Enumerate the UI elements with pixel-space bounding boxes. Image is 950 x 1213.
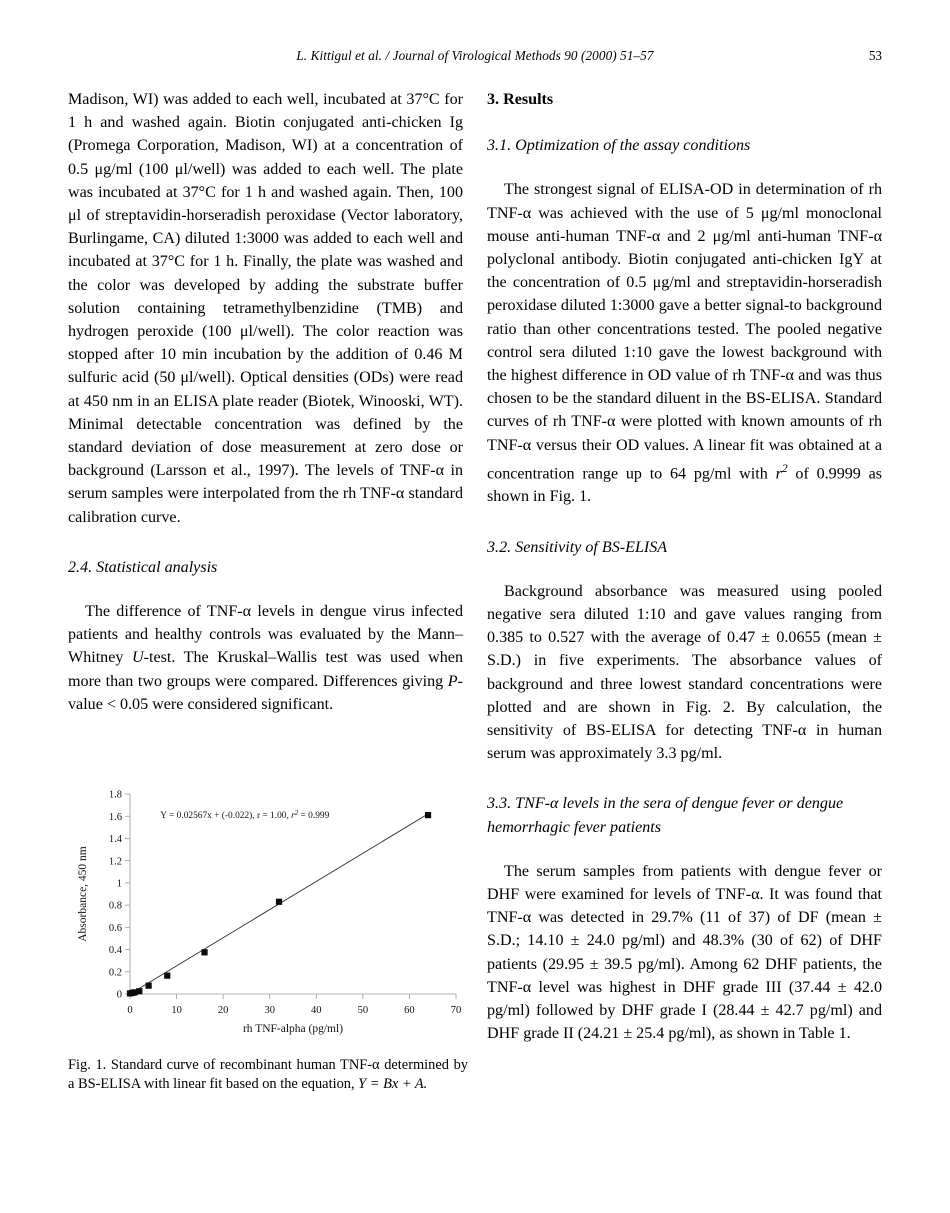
heading-statistical-analysis: 2.4. Statistical analysis [68,558,218,576]
figure-1-chart [68,780,468,1042]
figure-1-caption [68,1042,468,1095]
heading-sensitivity: 3.2. Sensitivity of BS-ELISA [487,538,668,556]
left-column [68,88,463,716]
stat-text-a: The difference of TNF-α levels in dengue virus infected patients and healthy controls was evaluated by the Mann–Whitney [68,603,463,667]
y-tick-label: 1.8 [108,789,122,801]
caption-text: Fig. 1. Standard curve of recombinant human TNF-α determined by a BS-ELISA with linear fit based on the equation, [68,1057,468,1093]
y-tick-label: 0 [116,989,122,1001]
stat-text-b: -test. The Kruskal–Wallis test was used when more than two groups were compared. Differences giving [68,649,463,690]
data-point [425,812,431,818]
running-head [68,48,882,66]
spacer [487,111,882,134]
y-tick-label: 0.8 [108,900,122,912]
figure-1 [68,780,468,1095]
spacer [487,839,882,860]
heading-tnf-levels: 3.3. TNF-α levels in the sera of dengue fever or dengue hemorrhagic fever patients [487,795,844,836]
stat-text-c: -value < 0.05 were considered significant. [68,672,463,713]
y-tick-label: 0.2 [108,967,122,979]
optimization-text-b: of 0.9999 as shown in Fig. 1. [487,465,883,506]
paragraph-sensitivity: Background absorbance was measured using pooled negative sera diluted 1:10 and gave values ranging from 0.385 to 0.527 with the average of 0.47 ± 0.0655 (mean ± S.D.) in five experiments. The absorbance values of background and three lowest standard concentrations were plotted and are shown in Fig. 2. By calculation, the sensitivity of BS-ELISA for detecting TNF-α in human serum was approximately 3.3 pg/ml. [487,582,882,763]
journal-reference: L. Kittigul et al. / Journal of Virological Methods 90 (2000) 51–57 [296,48,654,63]
spacer [68,529,463,556]
regression-annotation: Y = 0.02567x + (-0.022), r = 1.00, $r^2 = 0.999$ [160,809,330,821]
paragraph-optimization [487,178,882,508]
y-tick-label: 1 [116,878,122,890]
p-value-italic: P [447,672,458,690]
right-column [487,88,882,1045]
x-tick-label: 0 [127,1005,133,1016]
x-tick-label: 60 [404,1005,415,1016]
x-tick-label: 50 [357,1005,369,1016]
page-number: 53 [868,48,882,63]
y-tick-label: 0.4 [108,945,122,957]
spacer [487,509,882,536]
r-squared-superscript: 2 [781,461,788,475]
y-tick-label: 1.4 [108,834,122,846]
spacer [487,765,882,792]
heading-optimization: 3.1. Optimization of the assay conditions [487,137,751,155]
spacer [487,157,882,178]
spacer [487,559,882,580]
x-tick-label: 70 [450,1005,462,1016]
data-point [276,899,282,905]
u-test-italic: U [132,649,144,667]
data-point [164,973,170,979]
y-axis-title: Absorbance, 450 nm [77,846,89,942]
y-tick-label: 1.6 [108,811,122,823]
y-tick-label: 1.2 [108,856,122,868]
y-tick-label: 0.6 [108,922,122,934]
data-point [146,983,152,989]
r-italic: r [775,465,782,483]
caption-equation: Y = Bx + A. [358,1076,428,1093]
x-tick-label: 30 [264,1005,275,1016]
standard-curve-plot [68,780,468,1042]
x-axis-title: rh TNF-alpha (pg/ml) [242,1023,344,1035]
x-tick-label: 20 [217,1005,229,1016]
paragraph-methods-continued: Madison, WI) was added to each well, incubated at 37°C for 1 h and washed again. Biotin conjugated anti-chicken Ig (Promega Corporation, Madison, WI) at a concentration of 0.5 μg/ml (100 μl/well) was added to each well. The plate was incubated at 37°C for 1 h and washed again. Then, 100 μl of streptavidin-horseradish peroxidase (Vector laboratory, Burlingame, CA) diluted 1:3000 was added to each well and incubated at 37°C for 1 h. Finally, the plate was washed and the color was developed by adding the substrate buffer solution containing tetramethylbenzidine (TMB) and hydrogen peroxide (100 μl/well). The color reaction was stopped after 10 min incubation by the addition of 0.46 M sulfuric acid (50 μl/well). Optical densities (ODs) were read at 450 nm in an ELISA plate reader (Biotek, Winooski, WT). Minimal detectable concentration was defined by the standard deviation of dose measurement at zero dose or background (Larsson et al., 1997). The levels of TNF-α in serum samples were interpolated from the rh TNF-α standard calibration curve. [68,91,463,526]
paragraph-tnf-levels: The serum samples from patients with dengue fever or DHF were examined for levels of TNF-α. It was found that TNF-α was detected in 29.7% (11 of 37) of DF (mean ± S.D.; 14.10 ± 24.0 pg/ml) and 48.3% (30 of 62) of DHF patients (29.95 ± 39.5 pg/ml). Among 62 DHF patients, the TNF-α level was highest in DHF grade III (37.44 ± 42.0 pg/ml) followed by DHF grade I (28.44 ± 42.7 pg/ml) and DHF grade II (24.21 ± 25.4 pg/ml), as shown in Table 1. [487,862,882,1043]
spacer [68,579,463,600]
x-tick-label: 10 [171,1005,182,1016]
x-tick-label: 40 [311,1005,322,1016]
optimization-text-a: The strongest signal of ELISA-OD in determination of rh TNF-α was achieved with the use of 5 μg/ml monoclonal mouse anti-human TNF-α and 2 μg/ml anti-human TNF-α polyclonal antibody. Biotin conjugated anti-chicken IgY at the concentration of 0.5 μg/ml and streptavidin-horseradish peroxidase diluted 1:3000 gave a better signal-to background ratio than other concentrations tested. The pooled negative control sera diluted 1:10 gave the lowest background with the highest difference in OD value of rh TNF-α and was thus chosen to be the standard diluent in the BS-ELISA. Standard curves of rh TNF-α were plotted with known amounts of rh TNF-α versus their OD values. A linear fit was obtained at a concentration range up to 64 pg/ml with [487,181,882,483]
paragraph-statistical-analysis [68,600,463,716]
heading-results: 3. Results [487,91,554,108]
data-point [136,988,142,994]
data-point [201,949,207,955]
